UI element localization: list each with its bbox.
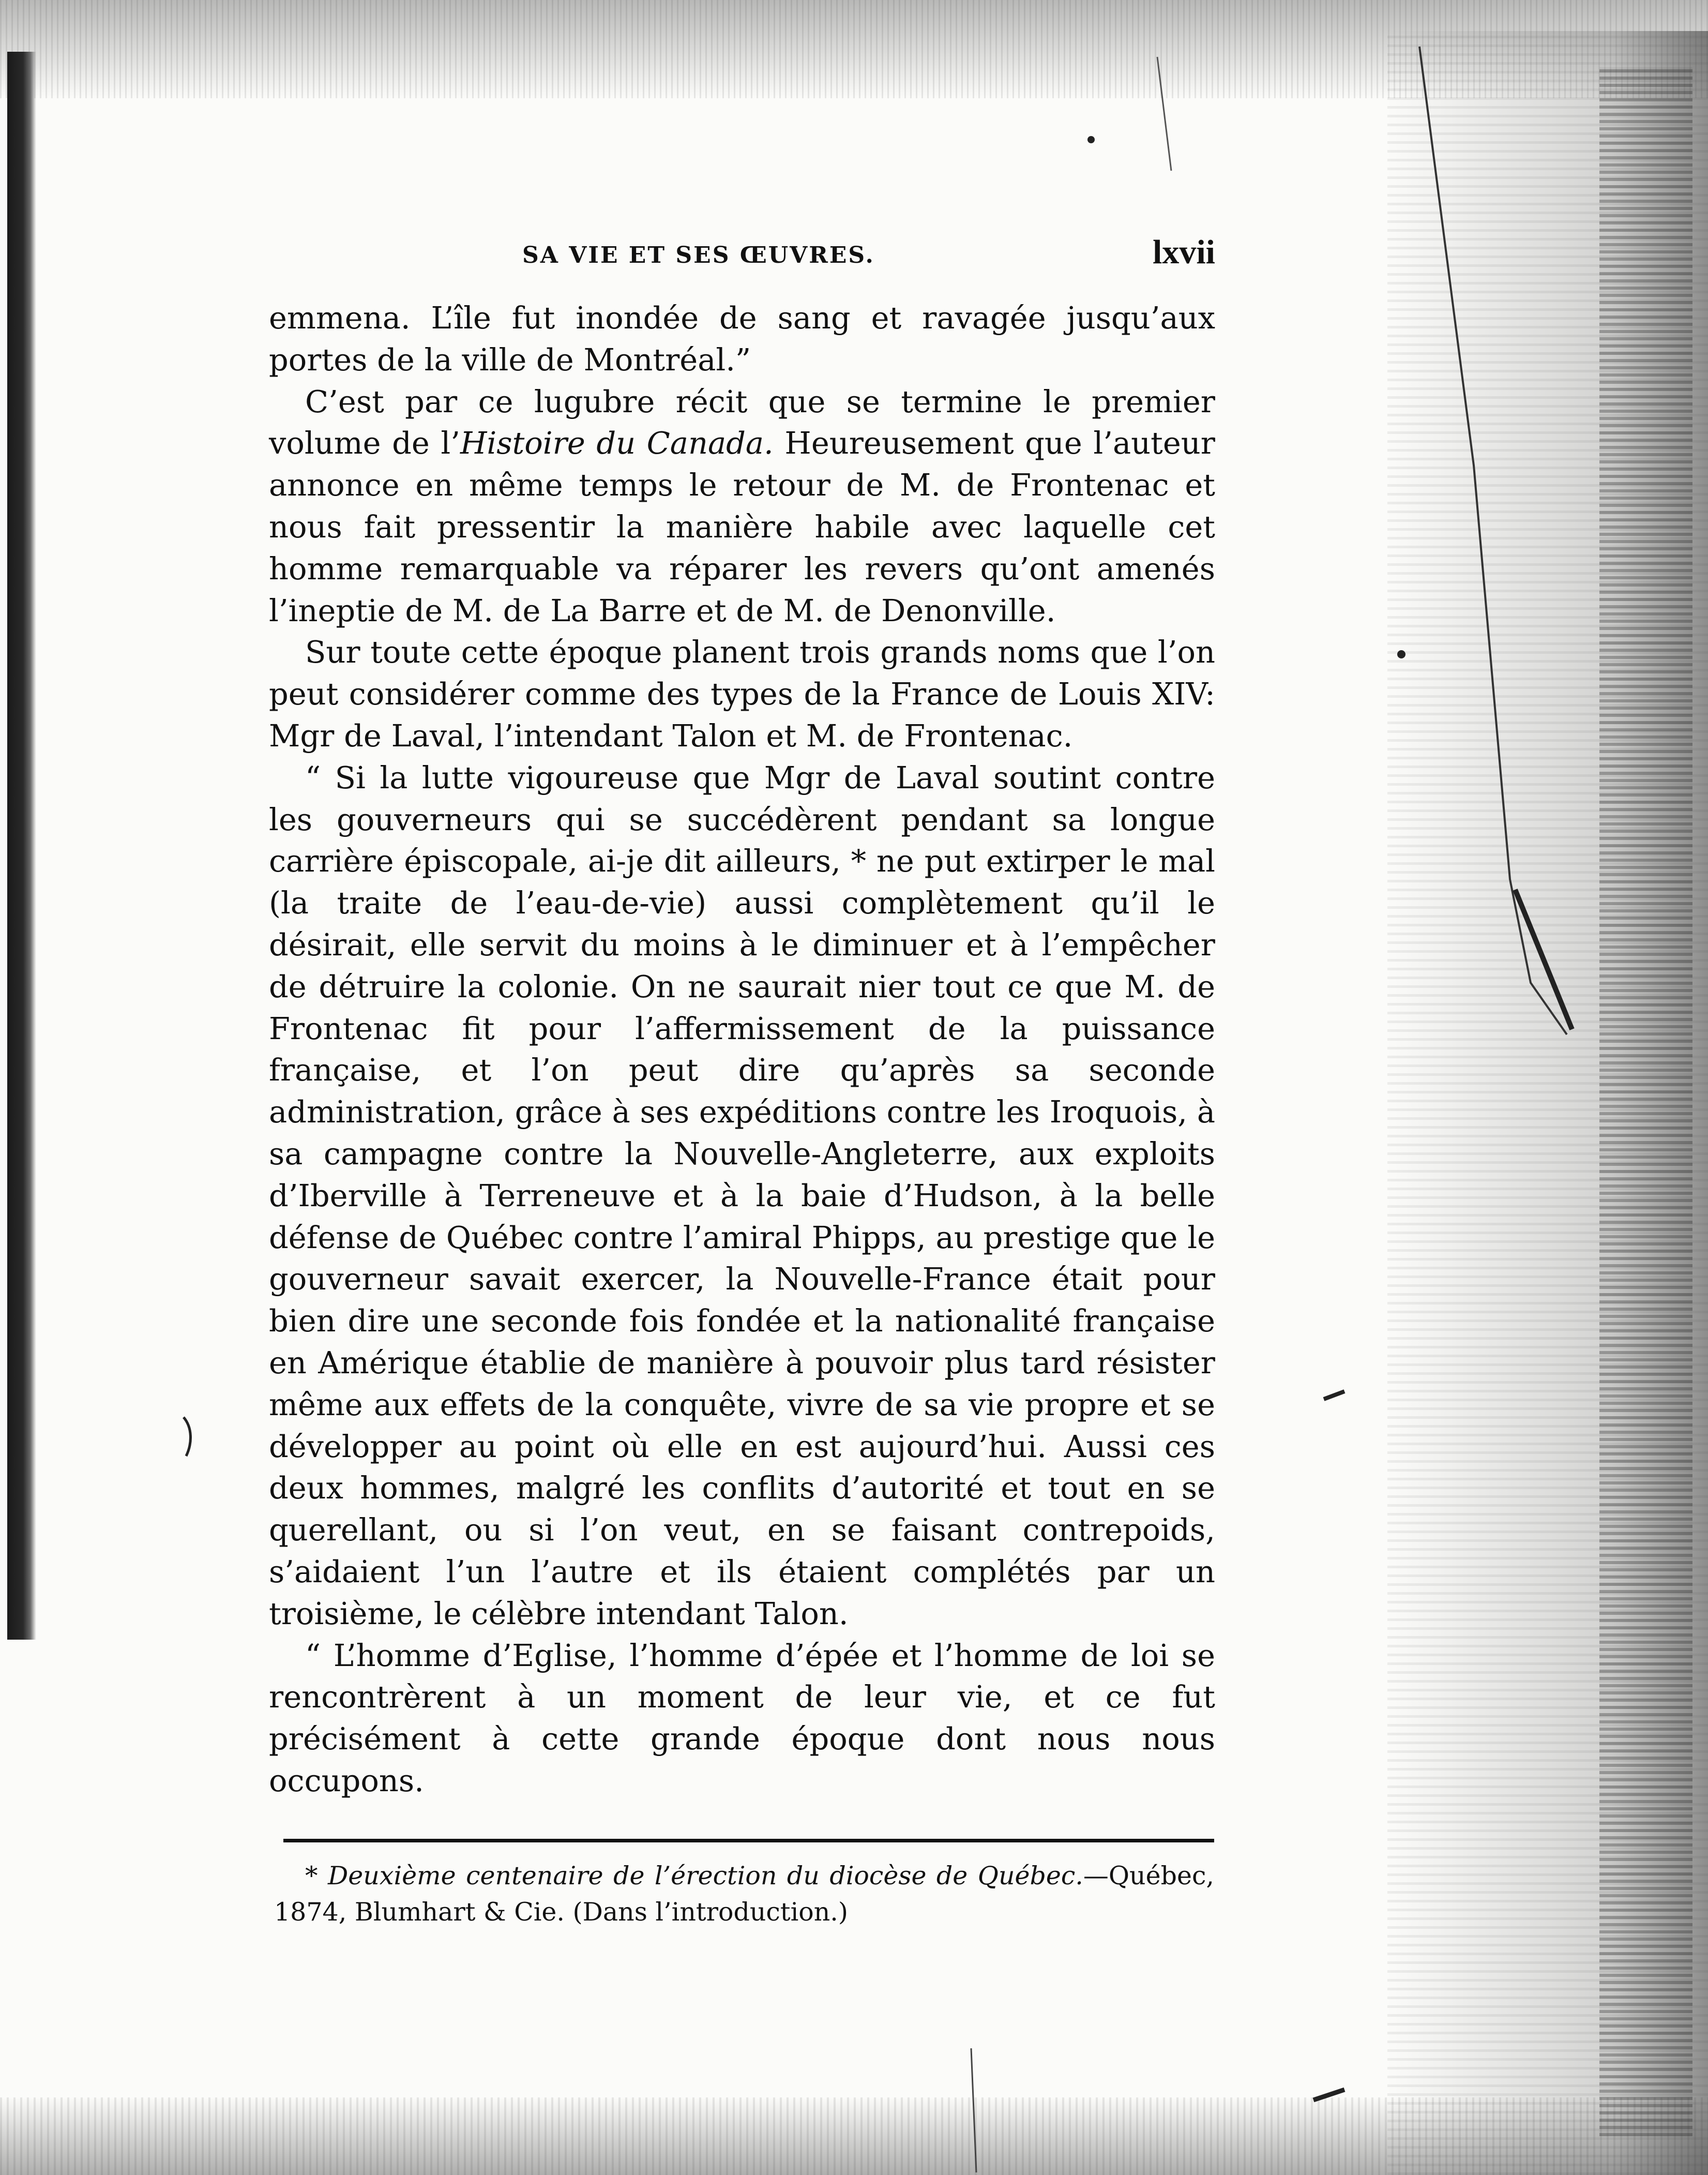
footnote-divider [283, 1839, 1214, 1842]
paragraph [269, 757, 1215, 1635]
footnote-title: Deuxième centenaire de l’érection du diocèse de Québec. [327, 1861, 1083, 1891]
text-run: C’est par ce lugubre récit que se termine le premier volume de l’ [269, 383, 1215, 461]
footnote-rest: —Québec, 1874, Blumhart & Cie. (Dans l’introduction.) [274, 1861, 1215, 1927]
footnote-marker: * [305, 1861, 318, 1891]
text-run: “ L’homme d’Eglise, l’homme d’épée et l’homme de loi se rencontrèrent à un moment de leur vie, et ce fut précisément à cette grande époque dont nous nous occupons. [269, 1637, 1215, 1798]
running-header [269, 233, 1215, 274]
paragraph [269, 381, 1215, 632]
text-run: Sur toute cette époque planent trois grands noms que l’on peut considérer comme des types de la France de Louis XIV: Mgr de Laval, l’intendant Talon et M. de Frontenac. [269, 634, 1215, 754]
text-run: “ Si la lutte vigoureuse que Mgr de Laval soutint contre les gouverneurs qui se succédèrent pendant sa longue carrière épiscopale, ai-je dit ailleurs, * ne put extirper le mal (la traite de l’eau-de-vie) aussi complètement qu’il le désirait, elle servit du moins à le diminuer et à l’empêcher de détruire la colonie. On ne saurait nier tout ce que M. de Frontenac fit pour l’affermissement de la puissance française, et l’on peut dire qu’après sa seconde administration, grâce à ses expéditions contre les Iroquois, à sa campagne contre la Nouvelle-Angleterre, aux exploits d’Iberville à Terreneuve et à la baie d’Hudson, à la belle défense de Québec contre l’amiral Phipps, au prestige que le gouverneur savait exercer, la Nouvelle-France était pour bien dire une seconde fois fondée et la nationalité française en Amérique établie de manière à pouvoir plus tard résister même aux effets de la conquête, vivre de sa vie propre et se développer au point où elle en est aujourd’hui. Aussi ces deux hommes, malgré les conflits d’autorité et tout en se querellant, ou si l’on veut, en se faisant contrepoids, s’aidaient l’un l’autre et ils étaient complétés par un troisième, le célèbre intendant Talon. [269, 759, 1215, 1631]
paragraph [269, 632, 1215, 757]
paragraph [269, 1635, 1215, 1802]
text-run: emmena. L’île fut inondée de sang et ravagée jusqu’aux portes de la ville de Montréal.” [269, 300, 1215, 378]
footnote [274, 1858, 1214, 1930]
running-title: SA VIE ET SES ŒUVRES. [522, 242, 875, 268]
text-run: Heureusement que l’auteur annonce en même temps le retour de M. de Frontenac et nous fait pressentir la manière habile avec laquelle cet homme remarquable va réparer les revers qu’ont amenés l’ineptie de M. de La Barre et de M. de Denonville. [269, 425, 1215, 628]
italic-title: Histoire du Canada. [460, 425, 774, 461]
footnote-paragraph [274, 1858, 1214, 1930]
body-text [269, 297, 1215, 1802]
page-number: lxvii [1152, 233, 1215, 271]
paragraph [269, 297, 1215, 381]
